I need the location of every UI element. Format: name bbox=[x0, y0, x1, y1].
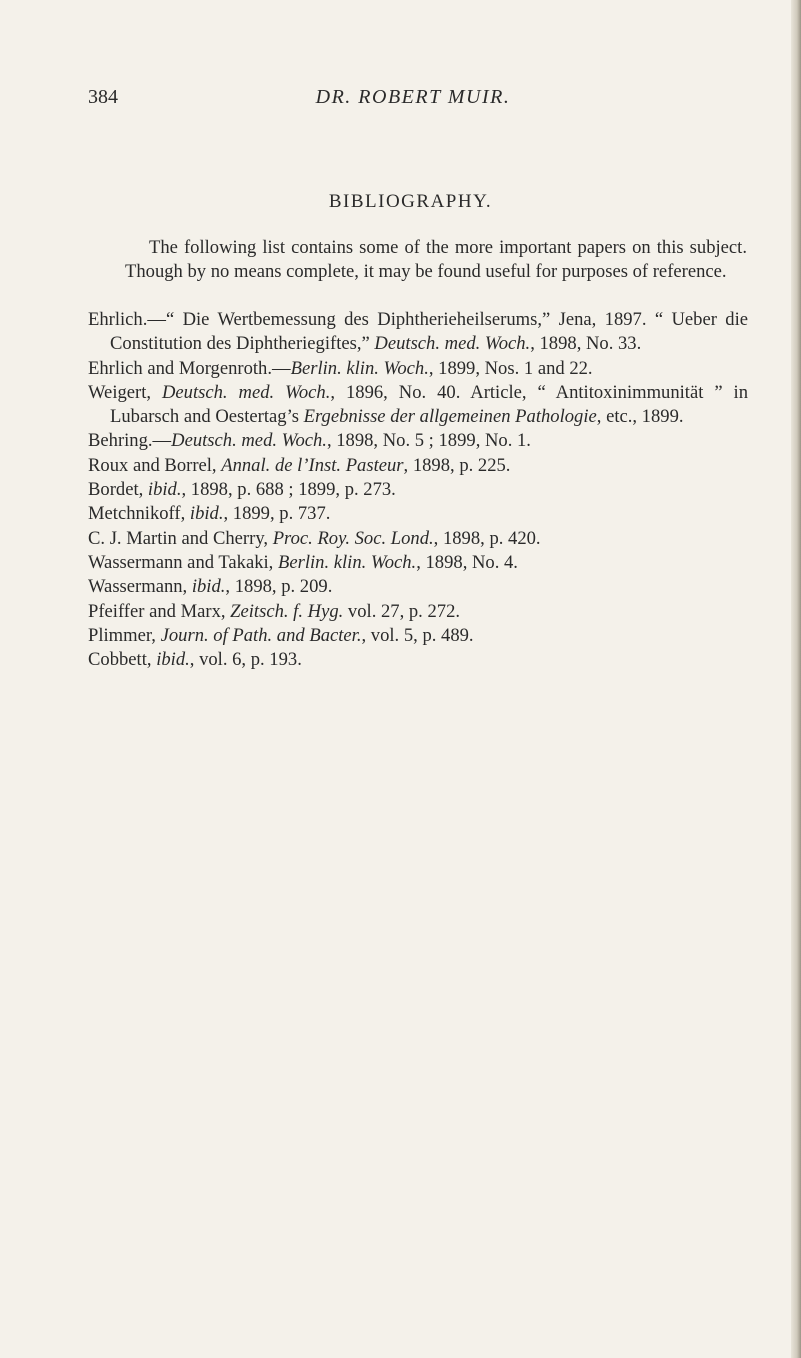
ref-journal: Ergebnisse der allgemeinen Pathologie bbox=[303, 406, 597, 428]
ref-text: , 1898, p. 420. bbox=[433, 527, 541, 549]
ref-text: Ehrlich.—“ Die Wertbemessung des Diphtherieheilserums,” Jena, 1897. “ Ueber die Constitution des Diphtheriegiftes,” bbox=[88, 309, 748, 355]
ref-text: Pfeiffer and Marx, bbox=[88, 600, 231, 622]
ref-text: , etc., 1899. bbox=[596, 406, 684, 428]
intro-paragraph: The following list contains some of the more important papers on this subject. Though by no means complete, it may be found useful for purposes of reference. bbox=[125, 237, 747, 283]
reference-list bbox=[88, 308, 748, 672]
ref-text: Weigert, bbox=[88, 381, 162, 403]
ref-journal: ibid. bbox=[191, 576, 226, 598]
ref-journal: Annal. de l’Inst. Pasteur bbox=[221, 454, 404, 476]
ref-journal: ibid. bbox=[147, 479, 182, 501]
reference-item bbox=[88, 575, 748, 599]
ref-text: , 1898, p. 225. bbox=[403, 454, 511, 476]
ref-text: Ehrlich and Morgenroth.— bbox=[88, 357, 291, 379]
reference-item bbox=[88, 478, 748, 502]
ref-text: Plimmer, bbox=[88, 624, 161, 646]
reference-item bbox=[88, 381, 748, 430]
ref-text: C. J. Martin and Cherry, bbox=[88, 527, 273, 549]
section-title: BIBLIOGRAPHY. bbox=[328, 191, 493, 212]
ref-text: , 1898, p. 209. bbox=[225, 576, 333, 598]
ref-text: , vol. 6, p. 193. bbox=[189, 649, 302, 671]
reference-item bbox=[88, 551, 748, 575]
reference-item bbox=[88, 527, 748, 551]
ref-text: Bordet, bbox=[88, 479, 148, 501]
ref-text: , vol. 5, p. 489. bbox=[361, 624, 474, 646]
ref-text: , 1899, p. 737. bbox=[223, 503, 331, 525]
reference-item bbox=[88, 624, 748, 648]
reference-item bbox=[88, 502, 748, 526]
ref-text: Metchnikoff, bbox=[88, 503, 190, 525]
ref-journal: Berlin. klin. Woch. bbox=[277, 551, 417, 573]
ref-text: , 1898, No. 5 ; 1899, No. 1. bbox=[326, 430, 531, 452]
ref-text: , 1898, p. 688 ; 1899, p. 273. bbox=[181, 479, 396, 501]
ref-journal: ibid. bbox=[189, 503, 224, 525]
reference-item bbox=[88, 429, 748, 453]
ref-journal: Deutsch. med. Woch. bbox=[162, 381, 331, 403]
ref-text: , 1899, Nos. 1 and 22. bbox=[428, 357, 593, 379]
ref-journal: Deutsch. med. Woch. bbox=[374, 333, 531, 355]
reference-item bbox=[88, 308, 748, 357]
ref-text: vol. 27, p. 272. bbox=[343, 600, 461, 622]
ref-journal: Deutsch. med. Woch. bbox=[171, 430, 327, 452]
ref-text: , 1898, No. 4. bbox=[416, 551, 518, 573]
ref-text: Roux and Borrel, bbox=[88, 454, 222, 476]
ref-journal: Journ. of Path. and Bacter. bbox=[160, 624, 362, 646]
page-header bbox=[88, 86, 728, 116]
ref-text: , 1896, No. 40. Article, “ Antitoxinimmunität ” in Lubarsch and Oestertag’s bbox=[110, 381, 749, 428]
reference-item bbox=[88, 357, 748, 381]
reference-item bbox=[88, 600, 748, 624]
ref-journal: Berlin. klin. Woch. bbox=[290, 357, 429, 379]
ref-text: , 1898, No. 33. bbox=[530, 333, 642, 355]
reference-item bbox=[88, 648, 748, 672]
reference-item bbox=[88, 454, 748, 478]
ref-journal: Proc. Roy. Soc. Lond. bbox=[272, 527, 434, 549]
ref-text: Wassermann, bbox=[88, 576, 192, 598]
ref-journal: Zeitsch. f. Hyg. bbox=[230, 600, 344, 622]
ref-text: Wassermann and Takaki, bbox=[88, 551, 278, 573]
running-head: DR. ROBERT MUIR. bbox=[315, 86, 511, 108]
page-number: 384 bbox=[88, 86, 118, 108]
ref-journal: ibid. bbox=[156, 649, 190, 671]
ref-text: Behring.— bbox=[88, 430, 172, 452]
ref-text: Cobbett, bbox=[88, 649, 157, 671]
